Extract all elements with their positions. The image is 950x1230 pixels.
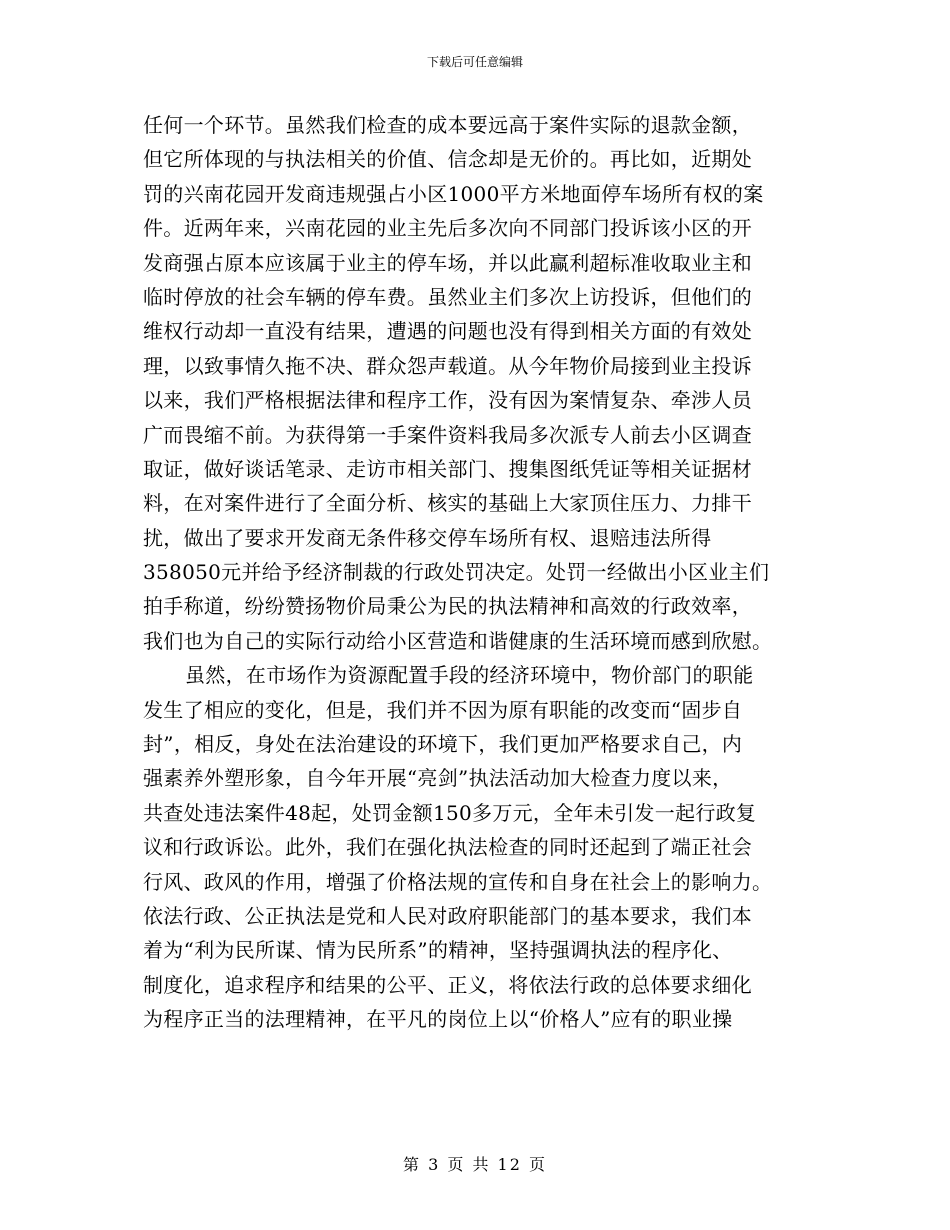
text-line: 但它所体现的与执法相关的价值、信念却是无价的。再比如，近期处: [143, 147, 752, 172]
text-line: 制度化，追求程序和结果的公平、正义，将依法行政的总体要求细化: [143, 972, 752, 997]
text-line: 临时停放的社会车辆的停车费。虽然业主们多次上访投诉，但他们的: [143, 284, 752, 309]
text-line: 着为“利为民所谋、情为民所系”的精神，坚持强调执法的程序化、: [143, 938, 733, 963]
text-line: 共查处违法案件48起，处罚金额150多万元，全年未引发一起行政复: [143, 800, 757, 825]
text-line: 罚的兴南花园开发商违规强占小区1000平方米地面停车场所有权的案: [143, 181, 764, 206]
text-line: 料，在对案件进行了全面分析、核实的基础上大家顶住压力、力排干: [143, 491, 752, 516]
text-line: 取证，做好谈话笔录、走访市相关部门、搜集图纸凭证等相关证据材: [143, 456, 752, 481]
text-line: 以来，我们严格根据法律和程序工作，没有因为案情复杂、牵涉人员: [143, 388, 752, 413]
paragraph-first-line: 虽然，在市场作为资源配置手段的经济环境中，物价部门的职能: [185, 663, 754, 688]
text-line: 扰，做出了要求开发商无条件移交停车场所有权、退赔违法所得: [143, 525, 712, 550]
text-line: 强素养外塑形象，自今年开展“亮剑”执法活动加大检查力度以来，: [143, 766, 733, 791]
text-line: 理，以致事情久拖不决、群众怨声载道。从今年物价局接到业主投诉: [143, 353, 752, 378]
text-line: 发生了相应的变化，但是，我们并不因为原有职能的改变而“固步自: [143, 697, 743, 722]
text-line: 任何一个环节。虽然我们检查的成本要远高于案件实际的退款金额，: [143, 113, 752, 137]
text-line: 件。近两年来，兴南花园的业主先后多次向不同部门投诉该小区的开: [143, 216, 752, 241]
text-line: 我们也为自己的实际行动给小区营造和谐健康的生活环境而感到欣慰。: [143, 628, 773, 653]
text-line: 发商强占原本应该属于业主的停车场，并以此赢利超标准收取业主和: [143, 250, 752, 275]
body-text: [143, 108, 823, 1037]
text-line: 封”，相反，身处在法治建设的环境下，我们更加严格要求自己，内: [143, 732, 743, 757]
text-line: 议和行政诉讼。此外，我们在强化执法检查的同时还起到了端正社会: [143, 835, 752, 860]
text-line: 拍手称道，纷纷赞扬物价局秉公为民的执法精神和高效的行政效率，: [143, 594, 752, 619]
text-line: 行风、政风的作用，增强了价格法规的宣传和自身在社会上的影响力。: [143, 869, 773, 894]
text-line: 维权行动却一直没有结果，遭遇的问题也没有得到相关方面的有效处: [143, 319, 752, 344]
page-header: 下载后可任意编辑: [426, 55, 523, 69]
text-line: 为程序正当的法理精神，在平凡的岗位上以“价格人”应有的职业操: [143, 1007, 733, 1032]
text-line: 广而畏缩不前。为获得第一手案件资料我局多次派专人前去小区调查: [143, 422, 752, 447]
text-line: 依法行政、公正执法是党和人民对政府职能部门的基本要求，我们本: [143, 903, 752, 928]
text-line: 358050元并给予经济制裁的行政处罚决定。处罚一经做出小区业主们: [143, 560, 770, 585]
page-footer: 第 3 页 共 12 页: [403, 1155, 547, 1174]
